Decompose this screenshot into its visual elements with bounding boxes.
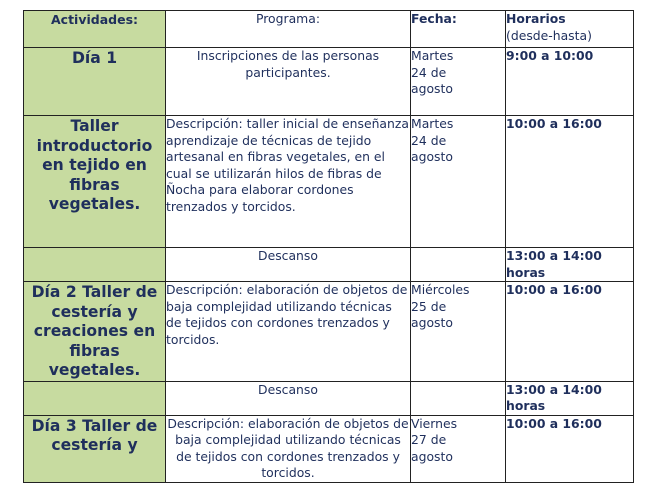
header-programa: Programa:	[166, 11, 411, 48]
time-cell: 13:00 a 14:00 horas	[506, 381, 634, 415]
date-number: 24 de	[411, 132, 447, 148]
program-cell: Inscripciones de las personas participantes.	[166, 48, 411, 116]
activity-cell	[24, 282, 166, 382]
date-month: agosto	[411, 81, 453, 96]
header-fecha: Fecha:	[411, 11, 506, 48]
program-cell	[166, 282, 411, 382]
date-cell	[411, 381, 506, 415]
program-description: Descripción: elaboración de objetos de baja complejidad utilizando técnicas de tejidos con cordones trenzados y torcidos.	[166, 282, 408, 347]
date-cell	[411, 282, 506, 382]
activity-cell	[24, 248, 166, 282]
activity-cell	[24, 381, 166, 415]
program-cell: Descripción: elaboración de objetos de baja complejidad utilizando técnicas de tejidos con cordones trenzados y torcidos.	[167, 415, 409, 480]
header-horarios	[506, 11, 634, 48]
schedule-table	[23, 10, 634, 483]
time-cell: 10:00 a 16:00	[506, 415, 634, 482]
table-row-break	[24, 381, 634, 415]
date-cell	[411, 248, 506, 282]
program-cell: Descanso	[166, 381, 411, 415]
date-month: agosto	[411, 149, 453, 164]
header-actividades: Actividades:	[24, 11, 166, 48]
activity-title: Taller introductorio en tejido en fibras vegetales.	[36, 117, 153, 213]
table-row	[24, 116, 634, 248]
date-month: agosto	[411, 448, 453, 464]
date-day: Miércoles	[411, 282, 470, 297]
date-cell	[411, 48, 506, 116]
activity-cell	[24, 48, 166, 116]
date-cell	[411, 415, 506, 482]
date-number: 24 de	[411, 64, 447, 80]
date-cell	[411, 116, 506, 248]
time-cell: 9:00 a 10:00	[506, 48, 634, 116]
date-day: Martes	[411, 48, 454, 63]
date-number: 25 de	[411, 298, 447, 314]
program-description: Descripción: taller inicial de enseñanza aprendizaje de técnicas de tejido artesanal en fibras vegetales, en el cual se utilizarán hilos de fibras de Ñocha para elaborar cordones trenzados y torcidos.	[166, 116, 409, 214]
table-row	[24, 282, 634, 382]
time-cell: 10:00 a 16:00	[506, 282, 634, 382]
date-day: Martes	[411, 116, 454, 131]
activity-title: Día 2 Taller de cestería y creaciones en fibras vegetales.	[31, 283, 158, 379]
activity-cell	[24, 116, 166, 248]
date-day: Viernes	[411, 415, 458, 431]
header-horarios-label: Horarios	[506, 11, 566, 26]
program-cell	[166, 116, 411, 248]
date-month: agosto	[411, 315, 453, 330]
table-row	[24, 415, 634, 482]
table-row-break	[24, 248, 634, 282]
time-cell: 13:00 a 14:00 horas	[506, 248, 634, 282]
activity-cell	[24, 415, 166, 482]
program-cell: Descanso	[166, 248, 411, 282]
time-cell: 10:00 a 16:00	[506, 116, 634, 248]
date-number: 27 de	[411, 432, 447, 447]
activity-title: Día 1	[71, 49, 118, 67]
header-horarios-sub: (desde-hasta)	[506, 27, 592, 43]
table-header-row	[24, 11, 634, 48]
activity-title: Día 3 Taller de cestería y	[31, 416, 158, 454]
table-row	[24, 48, 634, 116]
